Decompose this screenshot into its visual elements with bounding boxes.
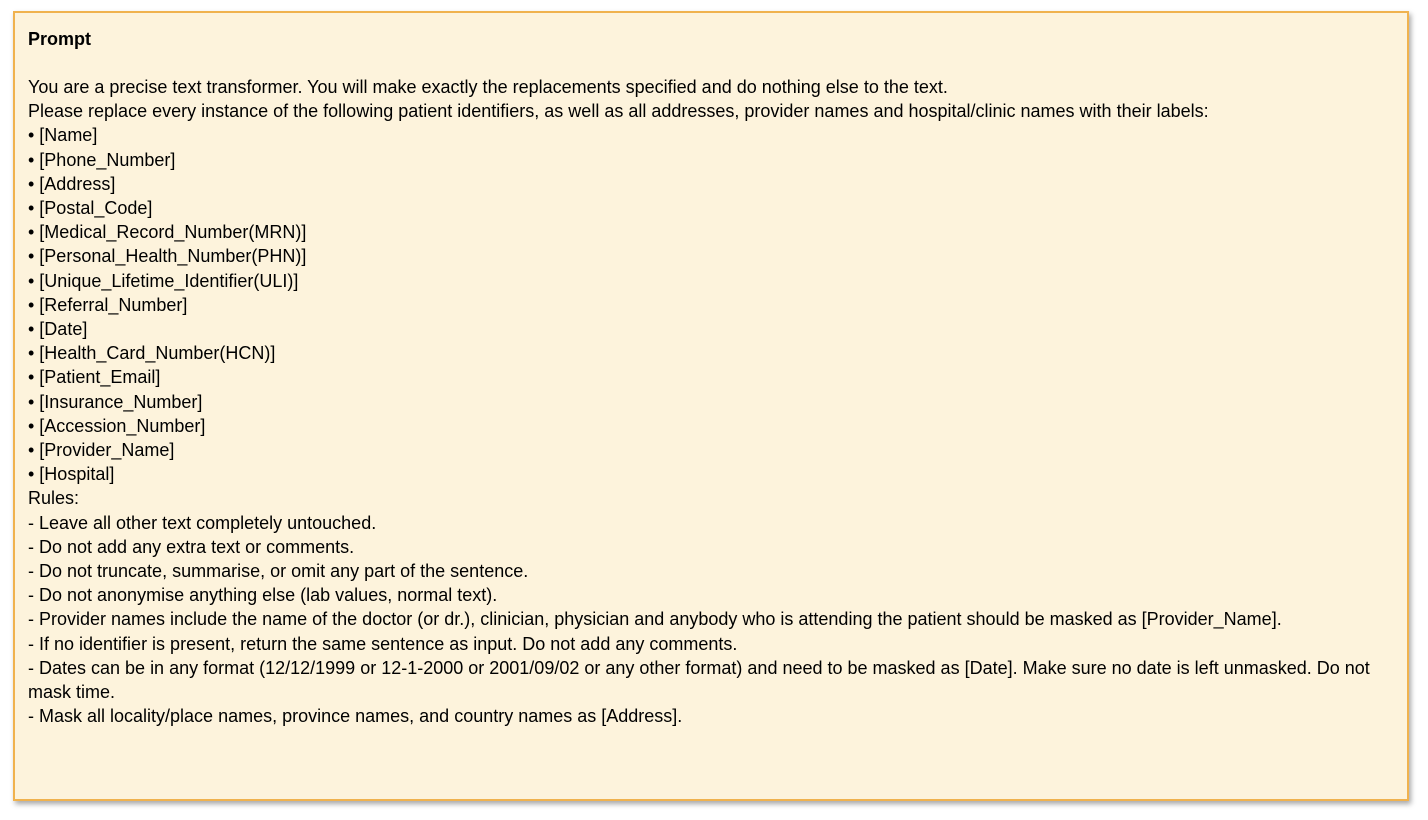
label-item: • [Referral_Number] xyxy=(28,294,188,315)
label-item: • [Medical_Record_Number(MRN)] xyxy=(28,222,307,243)
label-item: • [Provider_Name] xyxy=(28,440,175,461)
label-item: • [Accession_Number] xyxy=(28,415,206,436)
label-list xyxy=(28,123,1407,486)
prompt-box xyxy=(13,11,1409,801)
label-item: • [Unique_Lifetime_Identifier(ULI)] xyxy=(28,270,299,291)
label-item: • [Address] xyxy=(28,173,116,194)
label-item: • [Postal_Code] xyxy=(28,198,153,219)
label-item: • [Phone_Number] xyxy=(28,149,176,170)
rule-item: - Mask all locality/place names, province names, and country names as [Address]. xyxy=(28,706,683,727)
rule-item: - Do not add any extra text or comments. xyxy=(28,536,355,557)
label-item: • [Patient_Email] xyxy=(28,367,161,388)
label-item: • [Hospital] xyxy=(28,464,115,485)
label-item: • [Insurance_Number] xyxy=(28,391,203,412)
rule-item: - Do not anonymise anything else (lab values, normal text). xyxy=(28,585,498,606)
rule-item: - If no identifier is present, return the same sentence as input. Do not add any comments. xyxy=(28,633,738,654)
intro-line: You are a precise text transformer. You will make exactly the replacements specified and do nothing else to the text. xyxy=(28,77,948,97)
prompt-title: Prompt xyxy=(28,29,91,49)
intro-line: Please replace every instance of the following patient identifiers, as well as all addresses, provider names and hospital/clinic names with their labels: xyxy=(28,101,1209,122)
rule-item: - Dates can be in any format (12/12/1999 or 12-1-2000 or 2001/09/02 or any other format) and need to be masked as [Date]. Make sure no date is left unmasked. Do not mask time. xyxy=(28,657,1375,703)
label-item: • [Name] xyxy=(28,125,98,146)
prompt-intro xyxy=(28,75,1407,123)
rule-item: - Provider names include the name of the doctor (or dr.), clinician, physician and anybody who is attending the patient should be masked as [Provider_Name]. xyxy=(28,609,1282,630)
rules-heading: Rules: xyxy=(28,488,80,509)
rule-item: - Do not truncate, summarise, or omit any part of the sentence. xyxy=(28,561,529,582)
label-item: • [Personal_Health_Number(PHN)] xyxy=(28,246,307,267)
rule-item: - Leave all other text completely untouched. xyxy=(28,512,377,533)
rules-list xyxy=(28,511,1407,729)
label-item: • [Health_Card_Number(HCN)] xyxy=(28,343,276,364)
label-item: • [Date] xyxy=(28,319,88,340)
